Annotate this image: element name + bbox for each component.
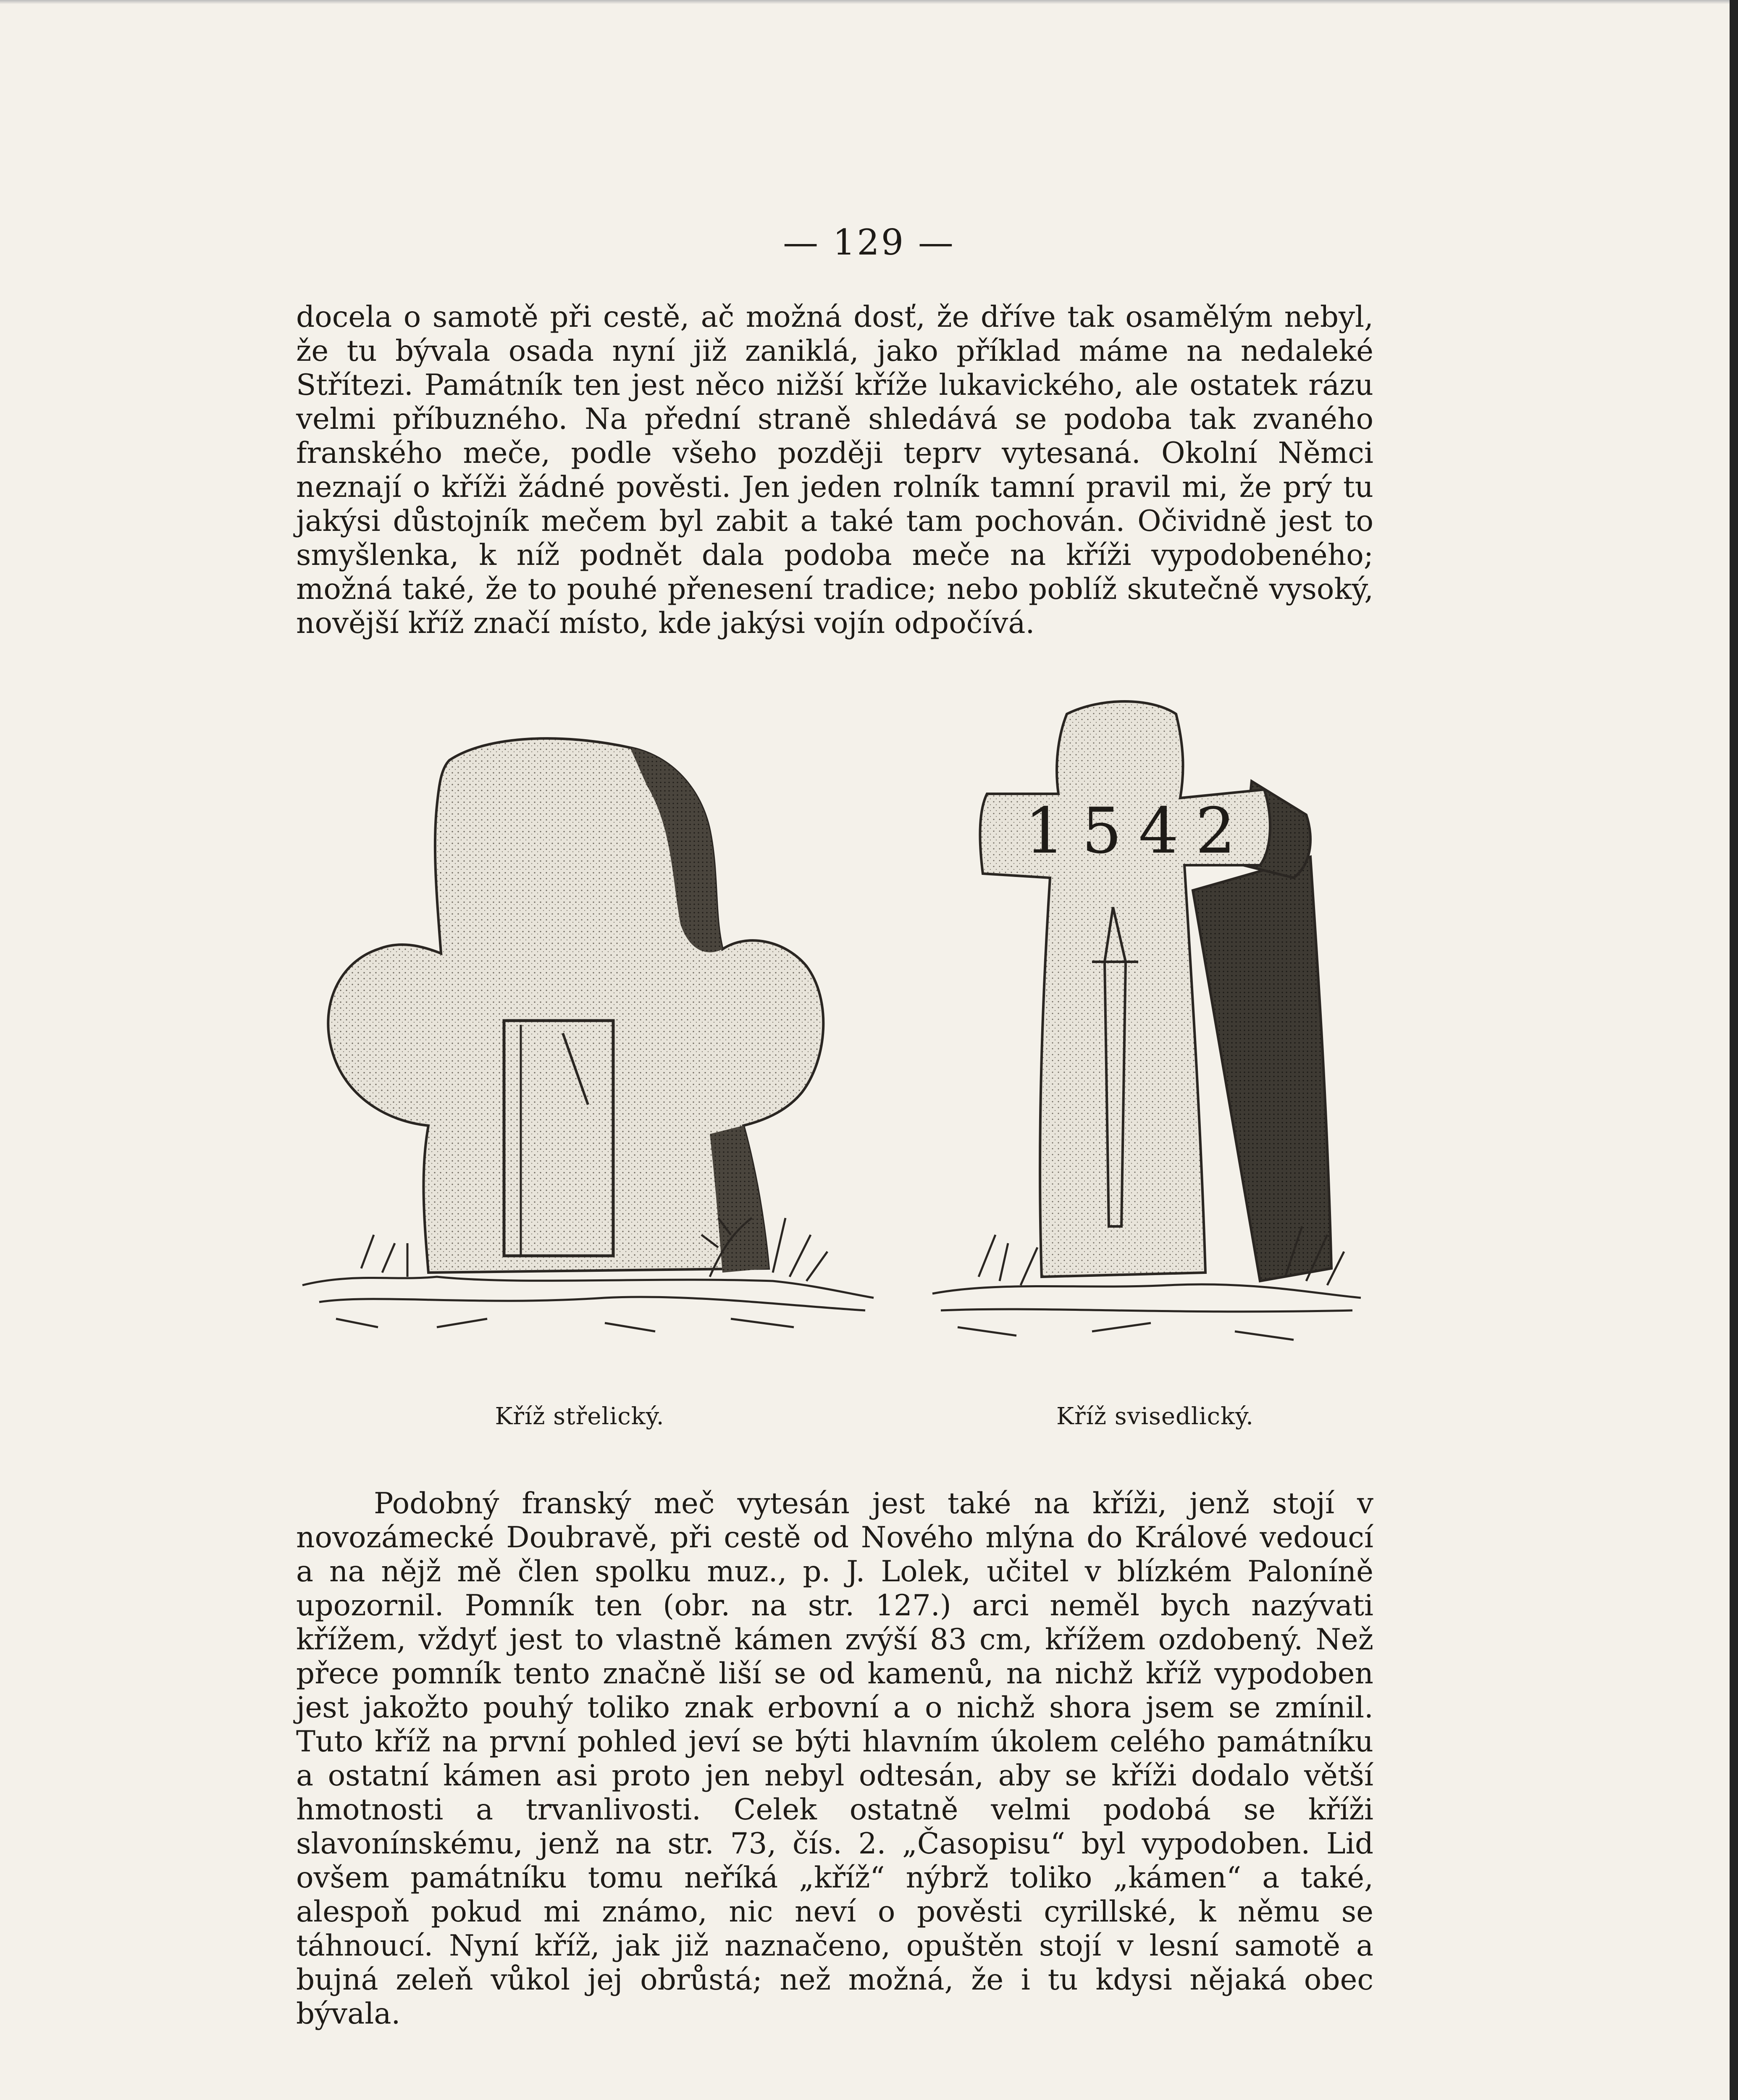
paragraph-top-text: docela o samotě při cestě, ač možná dosť, že dříve tak osamělým nebyl, že tu bývala osada nyní již zaniklá, jako příklad máme na nedaleké Střítezi. Památník ten jest něco nižší kříže lukavického, ale ostatek rázu velmi příbuzného. Na přední straně shledává se podoba tak zvaného franského meče, podle všeho později teprv vytesaná. Okolní Němci neznají o kříži žádné pověsti. Jen jeden rolník tamní pravil mi, že prý tu jakýsi důstojník mečem byl zabit a také tam pochován. Očividně jest to smyšlenka, k níž podnět dala podoba meče na kříži vypodobeného; možná také, že to pouhé přenesení tradice; nebo poblíž skutečně vysoký, novější kříž značí místo, kde jakýsi vojín odpočívá.: [296, 300, 1373, 640]
page-number: — 129 —: [783, 222, 955, 263]
figure-strelicky: [269, 689, 890, 1428]
figure-svisedlicky: [916, 689, 1369, 1428]
caption-svisedlicky: Kříž svisedlický.: [1056, 1403, 1254, 1430]
scan-edge-right: [1730, 0, 1738, 2100]
paragraph-top: [296, 300, 1373, 640]
stone-cross-with-date-illustration: [916, 689, 1369, 1403]
caption-strelicky: Kříž střelický.: [495, 1403, 664, 1430]
paragraph-bottom: [296, 1487, 1373, 2031]
cross-inscription: 1542: [1025, 795, 1252, 868]
scan-edge-top: [0, 0, 1738, 4]
stone-cross-illustration: [269, 689, 890, 1403]
paragraph-bottom-text: Podobný franský meč vytesán jest také na kříži, jenž stojí v novozámecké Doubravě, při cestě od Nového mlýna do Králové vedoucí a na nějž mě člen spolku muz., p. J. Lolek, učitel v blízkém Paloníně upozornil. Pomník ten (obr. na str. 127.) arci neměl bych nazývati křížem, vždyť jest to vlastně kámen zvýší 83 cm, křížem ozdobený. Než přece pomník tento značně liší se od kamenů, na nichž kříž vypodoben jest jakožto pouhý toliko znak erbovní a o nichž shora jsem se zmínil. Tuto kříž na první pohled jeví se býti hlavním úkolem celého památníku a ostatní kámen asi proto jen nebyl odtesán, aby se kříži dodalo větší hmotnosti a trvanlivosti. Celek ostatně velmi podobá se kříži slavonínskému, jenž na str. 73, čís. 2. „Časopisu“ byl vypodoben. Lid ovšem památníku tomu neříká „kříž“ nýbrž toliko „kámen“ a také, alespoň pokud mi známo, nic neví o pověsti cyrillské, k němu se táhnoucí. Nyní kříž, jak již naznačeno, opuštěn stojí v lesní samotě a bujná zeleň vůkol jej obrůstá; než možná, že i tu kdysi nějaká obec bývala.: [296, 1487, 1373, 2031]
